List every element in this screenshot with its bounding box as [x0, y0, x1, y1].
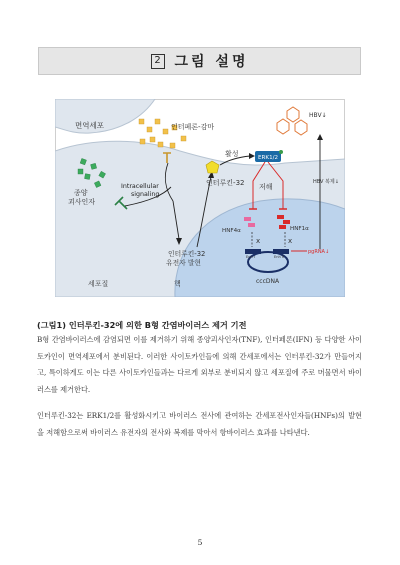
page-number: 5: [197, 538, 203, 547]
signaling-label: signaling: [131, 191, 160, 198]
inhibit-label: 저해: [259, 183, 273, 191]
cccdna-label: cccDNA: [256, 278, 280, 285]
erk-label: ERK1/2: [258, 155, 279, 161]
pgrna-label: pgRNA↓: [308, 249, 330, 255]
il32-expression-label-1: 인터루킨-32: [168, 250, 206, 258]
interferon-gamma-label: 인터페론-감마: [171, 123, 215, 131]
section-title: 그림 설명: [174, 54, 249, 70]
nucleus-label: 핵: [174, 280, 181, 288]
immune-cell-label: 면역세포: [75, 121, 104, 130]
enh2-label: Enh II: [274, 255, 285, 259]
paragraph-2: 인터루킨-32는 ERK1/2를 활성화시키고 바이러스 전사에 관여하는 간세포전사인자들(HNFs)의 발현을 저해함으로써 바이러스 유전자의 전사와 복제를 막아서 항바이러스 효과를 나타낸다.: [37, 411, 362, 437]
tnf-label-2: 괴사인자: [68, 198, 96, 206]
hbv-replication-label: HBV 복제↓: [313, 179, 339, 185]
enh1-label: Enh I: [246, 255, 256, 259]
svg-text:x: x: [288, 237, 293, 245]
cytoplasm-label: 세포질: [88, 280, 109, 288]
hbv-virion-label: HBV↓: [309, 112, 327, 119]
paragraph-1: B형 간염바이러스에 감염되면 이를 제거하기 위해 종양괴사인자(TNF), 인터페론(IFN) 등 다양한 사이토카인이 면역세포에서 분비된다. 이러한 사이토카인들에 의해 간세포에서는 인터루킨-32가 만들어지고, 특이하게도 이는 다른 사이토카인들과는 다르게 외부로 분비되지 않고 세포질에 주로 머물면서 바이러스를 제거한다.: [37, 335, 362, 394]
svg-text:x: x: [256, 237, 261, 245]
section-number-box: 2: [151, 54, 165, 69]
mechanism-figure: [55, 99, 345, 297]
intracellular-label: Intracellular: [121, 183, 159, 190]
il32-expression-label-2: 유전자 발현: [166, 259, 201, 267]
hnf4a-label: HNF4α: [222, 228, 241, 234]
hnf1a-label: HNF1α: [290, 226, 309, 232]
section-banner: [38, 47, 361, 75]
activation-label: 활성: [225, 150, 239, 158]
tnf-label-1: 종양: [74, 189, 88, 197]
il32-label: 인터루킨-32: [206, 179, 245, 187]
figure-caption: (그림1) 인터루킨-32에 의한 B형 간염바이러스 제거 기전: [37, 320, 247, 330]
